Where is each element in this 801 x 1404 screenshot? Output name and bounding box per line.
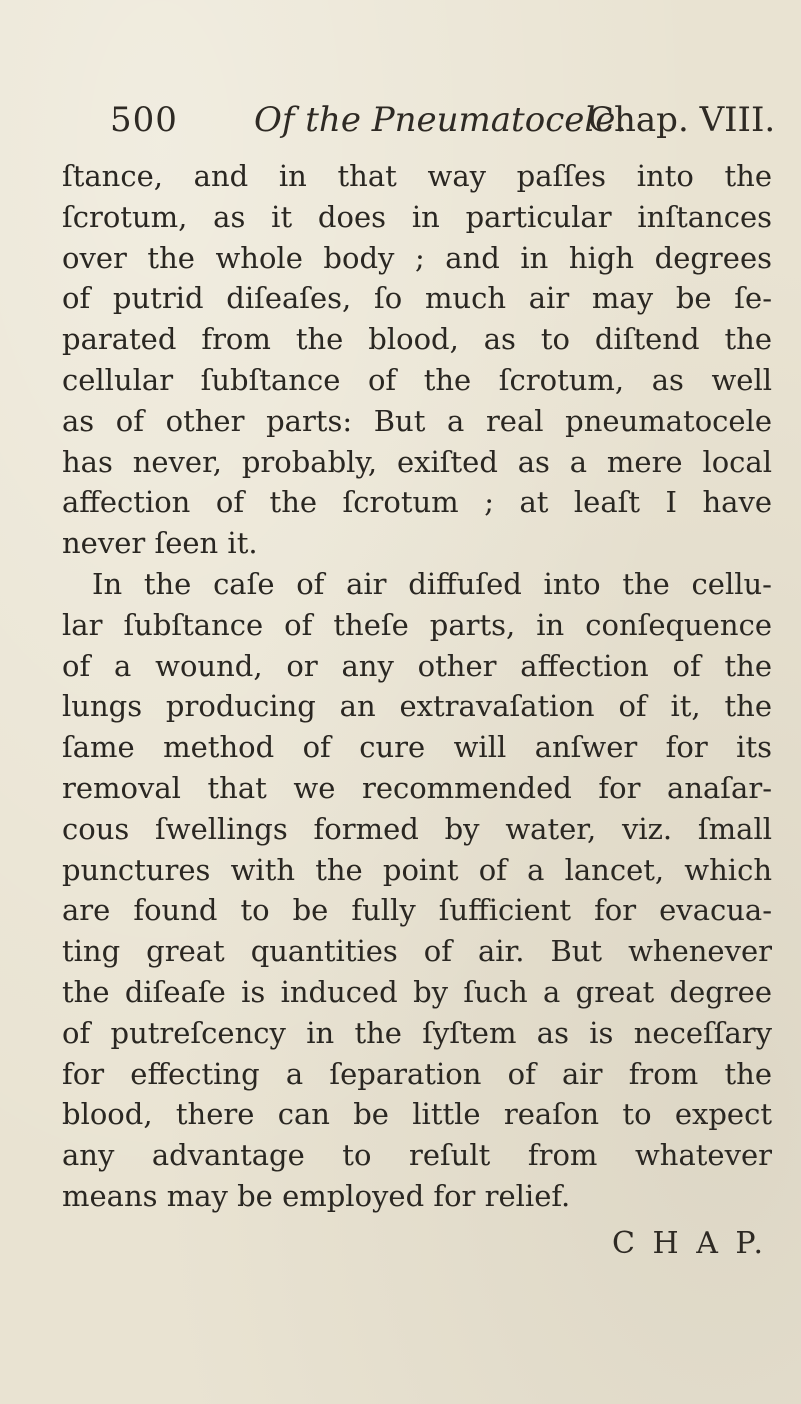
catchword: C H A P.: [612, 1226, 768, 1261]
text-line: parated from the blood, as to diſtend the: [62, 322, 772, 357]
text-line: are found to be fully ſufficient for evacua-: [62, 893, 772, 928]
text-line: of a wound, or any other affection of the: [62, 648, 772, 683]
text-line: for effecting a ſeparation of air from the: [62, 1056, 772, 1091]
text-line: blood, there can be little reaſon to expect: [62, 1097, 772, 1132]
running-head: [110, 100, 776, 150]
text-line: has never, probably, exiſted as a mere local: [62, 444, 772, 479]
text-line: ſtance, and in that way paſſes into the: [62, 159, 772, 193]
page-number: 500: [110, 100, 178, 140]
text-line: ſame method of cure will anſwer for its: [62, 730, 772, 765]
text-line: means may be employed for relief.: [62, 1178, 571, 1213]
running-title: Of the Pneumatocele.: [254, 100, 627, 140]
body-text: [62, 156, 772, 1217]
text-line: over the whole body ; and in high degrees: [62, 240, 772, 275]
text-line: punctures with the point of a lancet, which: [62, 852, 772, 887]
text-line: cellular ſubſtance of the ſcrotum, as well: [62, 362, 772, 397]
text-line: lar ſubſtance of theſe parts, in conſequence: [62, 607, 772, 642]
text-line: the diſeaſe is induced by ſuch a great degree: [62, 974, 772, 1009]
text-line: any advantage to reſult from whatever: [62, 1138, 772, 1173]
text-line: affection of the ſcrotum ; at leaſt I have: [62, 485, 772, 520]
text-line: as of other parts: But a real pneumatocele: [62, 403, 772, 438]
text-line: ſcrotum, as it does in particular inſtances: [62, 199, 772, 234]
text-line: of putreſcency in the ſyſtem as is neceſſary: [62, 1015, 772, 1050]
text-line: of putrid diſeaſes, ſo much air may be ſe-: [62, 281, 772, 316]
text-line: ting great quantities of air. But whenever: [62, 934, 772, 969]
text-line: never ſeen it.: [62, 526, 258, 561]
chapter-label: Chap. VIII.: [588, 100, 776, 140]
text-line: cous ſwellings formed by water, viz. ſmall: [62, 811, 772, 846]
text-line: removal that we recommended for anaſar-: [62, 770, 772, 805]
paragraph-start-line: In the caſe of air diffuſed into the cellu-: [92, 566, 772, 601]
text-line: lungs producing an extravaſation of it, the: [62, 689, 772, 724]
